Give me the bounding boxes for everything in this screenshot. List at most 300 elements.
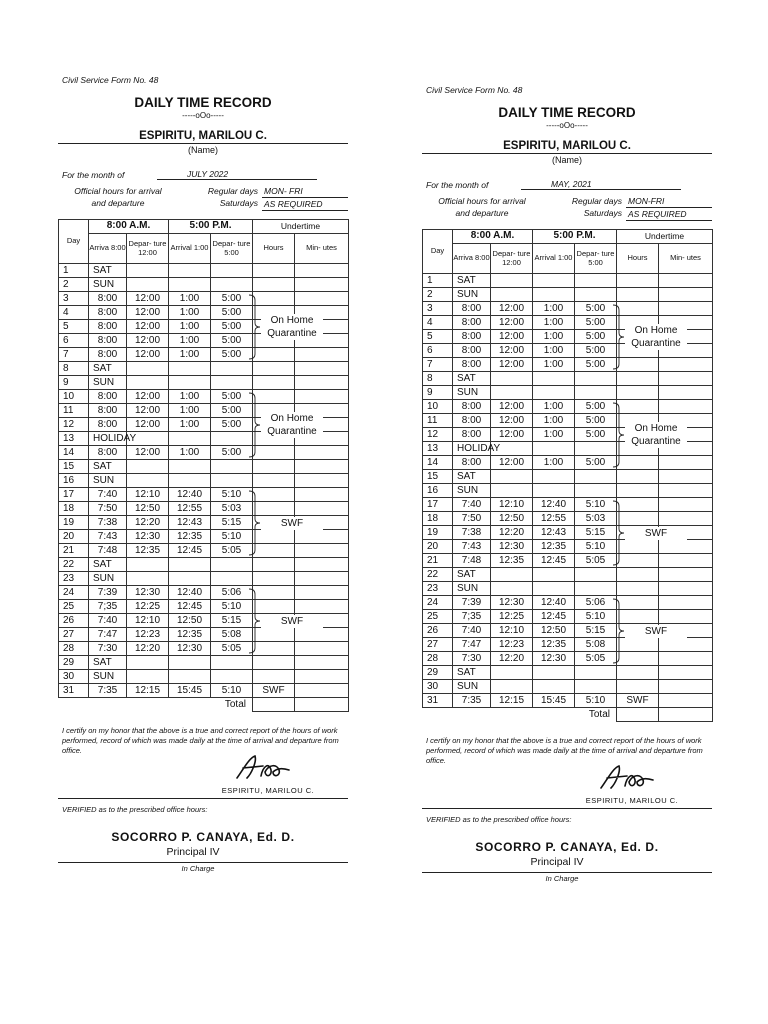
official-hours-label: Official hours for arrival: [438, 196, 526, 206]
time-record-table: [58, 219, 349, 712]
departure-pm-cell: 5:10: [211, 530, 253, 544]
time-record-table: [422, 229, 713, 722]
departure-am-cell: 12:00: [127, 292, 169, 306]
table-row: [59, 404, 349, 418]
form-title: DAILY TIME RECORD: [134, 95, 272, 110]
principal-name: SOCORRO P. CANAYA, Ed. D.: [475, 840, 659, 854]
undertime-minutes-cell: [659, 624, 713, 638]
arrival-pm-cell: 12:40: [169, 488, 211, 502]
undertime-minutes-cell: [659, 372, 713, 386]
undertime-hours-cell: [253, 530, 295, 544]
arrival-pm-cell: 1:00: [533, 400, 575, 414]
departure-pm-cell: 5:00: [211, 292, 253, 306]
month-label: For the month of: [426, 180, 489, 190]
day-number: 14: [59, 446, 89, 460]
undertime-hours-cell: [253, 460, 295, 474]
day-label-cell: SUN: [453, 288, 491, 302]
departure-pm-cell: 5:00: [575, 344, 617, 358]
departure-pm-cell: [211, 362, 253, 376]
arrival-pm-cell: [169, 656, 211, 670]
departure-pm-cell: [211, 460, 253, 474]
pm-header: 5:00 P.M.: [169, 220, 253, 234]
day-number: 14: [423, 456, 453, 470]
departure-am-cell: [127, 278, 169, 292]
month-label: For the month of: [62, 170, 125, 180]
undertime-minutes-cell: [295, 432, 349, 446]
undertime-minutes-cell: [295, 656, 349, 670]
table-row: [423, 358, 713, 372]
arrival-pm-cell: [533, 386, 575, 400]
day-label-cell: SUN: [453, 680, 491, 694]
brace-note-line: SWF: [280, 615, 304, 627]
arrival-am-cell: 8:00: [453, 316, 491, 330]
arrival-am-cell: 7:40: [89, 488, 127, 502]
day-label-cell: SAT: [453, 274, 491, 288]
departure-am-cell: [491, 568, 533, 582]
day-number: 7: [423, 358, 453, 372]
day-number: 23: [59, 572, 89, 586]
arrival-am-cell: 7;35: [453, 610, 491, 624]
saturdays-value: AS REQUIRED: [626, 208, 712, 221]
table-row: [423, 512, 713, 526]
table-row: [59, 488, 349, 502]
arrival-am-cell: 7:48: [453, 554, 491, 568]
brace-note-line: On Home: [270, 315, 314, 326]
departure-pm-cell: 5:15: [211, 614, 253, 628]
departure-pm-cell: [211, 670, 253, 684]
undertime-hours-cell: [253, 432, 295, 446]
departure-pm-cell: [211, 264, 253, 278]
arrival-pm-cell: 1:00: [533, 316, 575, 330]
undertime-minutes-cell: [295, 530, 349, 544]
arrival-pm-cell: 1:00: [169, 418, 211, 432]
day-label-cell: SAT: [89, 264, 127, 278]
undertime-minutes-cell: [659, 568, 713, 582]
table-row: [59, 474, 349, 488]
day-number: 5: [59, 320, 89, 334]
day-label-cell: SAT: [453, 568, 491, 582]
departure-pm-cell: [575, 582, 617, 596]
arrival-pm-cell: 1:00: [533, 344, 575, 358]
day-number: 13: [59, 432, 89, 446]
total-row: [423, 708, 713, 722]
undertime-minutes-cell: [295, 376, 349, 390]
arrival-am-cell: 7:47: [89, 628, 127, 642]
departure-am-cell: [127, 558, 169, 572]
departure-pm-cell: 5:08: [575, 638, 617, 652]
undertime-minutes-cell: [659, 484, 713, 498]
day-column-header: Day: [59, 220, 89, 264]
name-caption: (Name): [551, 155, 582, 165]
regular-days-value: MON- FRI: [262, 185, 348, 198]
arrival-am-cell: 7:39: [89, 586, 127, 600]
departure-pm-cell: 5:10: [211, 684, 253, 698]
dtr-form-july-2022: [58, 75, 348, 873]
day-number: 22: [423, 568, 453, 582]
departure-am-cell: 12:30: [127, 586, 169, 600]
arrival-pm-cell: 1:00: [169, 446, 211, 460]
day-number: 15: [59, 460, 89, 474]
table-row: [59, 684, 349, 698]
arrival-am-cell: 8:00: [89, 306, 127, 320]
day-number: 30: [59, 670, 89, 684]
arrival-pm-cell: 12:55: [169, 502, 211, 516]
day-label-cell: SUN: [89, 670, 127, 684]
day-number: 15: [423, 470, 453, 484]
undertime-minutes-cell: [659, 680, 713, 694]
undertime-hours-cell: [253, 572, 295, 586]
day-label-cell: SUN: [89, 278, 127, 292]
signatory-name: ESPIRITU, MARILOU C.: [221, 786, 315, 795]
undertime-minutes-cell: [295, 670, 349, 684]
departure-am-cell: 12:15: [127, 684, 169, 698]
arrival-pm-cell: [533, 484, 575, 498]
departure-pm-cell: 5:00: [575, 316, 617, 330]
arrival-pm-cell: [533, 582, 575, 596]
undertime-minutes-cell: [295, 362, 349, 376]
month-row: [58, 169, 348, 180]
day-number: 7: [59, 348, 89, 362]
departure-pm-header: Depar- ture 5:00: [575, 244, 617, 274]
table-row: [423, 694, 713, 708]
table-row: [423, 498, 713, 512]
undertime-minutes-cell: [659, 512, 713, 526]
total-hours-cell: [617, 708, 659, 722]
dtr-form-may-2021: [422, 85, 712, 883]
arrival-pm-cell: 12:50: [169, 614, 211, 628]
day-number: 24: [423, 596, 453, 610]
arrival-pm-cell: 1:00: [533, 358, 575, 372]
departure-am-cell: 12:10: [491, 624, 533, 638]
departure-am-cell: 12:30: [491, 596, 533, 610]
arrival-pm-cell: 12:30: [169, 642, 211, 656]
arrival-pm-cell: 12:43: [169, 516, 211, 530]
in-charge-label: In Charge: [545, 874, 579, 883]
arrival-pm-cell: 1:00: [533, 302, 575, 316]
departure-am-cell: [127, 376, 169, 390]
day-number: 13: [423, 442, 453, 456]
table-row: [423, 372, 713, 386]
arrival-pm-cell: 1:00: [169, 306, 211, 320]
undertime-hours-cell: [617, 498, 668, 539]
arrival-am-cell: 7:38: [453, 526, 491, 540]
arrival-am-cell: 8:00: [453, 330, 491, 344]
day-number: 19: [59, 516, 89, 530]
day-label-cell: SAT: [453, 372, 491, 386]
arrival-pm-cell: [533, 680, 575, 694]
undertime-minutes-cell: [659, 596, 713, 610]
departure-am-cell: 12:20: [491, 526, 533, 540]
day-number: 11: [59, 404, 89, 418]
total-empty-cell: [169, 698, 211, 712]
table-row: [59, 432, 349, 446]
saturdays-value: AS REQUIRED: [262, 198, 348, 211]
table-row: [59, 544, 349, 558]
undertime-hours-cell: [253, 670, 295, 684]
day-number: 16: [59, 474, 89, 488]
departure-pm-cell: [211, 376, 253, 390]
table-row: [59, 390, 349, 404]
arrival-am-cell: 7:35: [453, 694, 491, 708]
official-hours-block: [58, 185, 348, 211]
undertime-hours-cell: [617, 344, 659, 358]
day-number: 3: [59, 292, 89, 306]
departure-pm-cell: 5:00: [211, 320, 253, 334]
departure-am-cell: 12:23: [127, 628, 169, 642]
undertime-hours-cell: [617, 428, 659, 442]
day-label-cell: SAT: [89, 362, 127, 376]
undertime-minutes-cell: [659, 456, 713, 470]
day-number: 2: [59, 278, 89, 292]
departure-pm-cell: 5:15: [211, 516, 253, 530]
day-label-cell: HOLIDAY: [89, 432, 127, 446]
undertime-minutes-cell: [659, 414, 713, 428]
table-row: [423, 582, 713, 596]
arrival-pm-cell: [533, 442, 575, 456]
certification-text: I certify on my honor that the above is a true and correct report of the hours of work performed, record of which was made daily at the time of arrival and departure from office.: [426, 736, 703, 765]
arrival-pm-cell: 12:35: [169, 628, 211, 642]
undertime-minutes-cell: [659, 540, 713, 554]
undertime-minutes-cell: [295, 614, 349, 628]
table-row: [423, 526, 713, 540]
principal-title: Principal IV: [530, 856, 584, 868]
regular-days-label: Regular days: [207, 186, 258, 196]
table-row: [59, 460, 349, 474]
undertime-minutes-cell: [659, 694, 713, 708]
total-empty-cell: [533, 708, 575, 722]
departure-pm-cell: 5:10: [211, 600, 253, 614]
departure-am-cell: 12:50: [491, 512, 533, 526]
undertime-hours-cell: [617, 554, 659, 568]
departure-am-cell: 12:00: [127, 404, 169, 418]
in-charge-label: In Charge: [181, 864, 215, 873]
departure-pm-cell: 5:00: [211, 334, 253, 348]
arrival-pm-cell: 1:00: [169, 404, 211, 418]
total-empty-cell: [453, 708, 491, 722]
signature-block: [422, 766, 712, 796]
arrival-pm-cell: 12:35: [533, 638, 575, 652]
departure-pm-cell: [575, 484, 617, 498]
arrival-pm-cell: [169, 362, 211, 376]
table-row: [59, 446, 349, 460]
undertime-hours-cell: [253, 418, 295, 432]
undertime-header: Undertime: [253, 220, 349, 234]
arrival-pm-header: Arrival 1:00: [533, 244, 575, 274]
undertime-minutes-cell: [659, 526, 713, 540]
departure-pm-cell: [575, 442, 617, 456]
departure-pm-cell: 5:05: [211, 642, 253, 656]
undertime-hours-cell: [253, 362, 295, 376]
arrival-pm-cell: 12:43: [533, 526, 575, 540]
departure-am-cell: 12:00: [491, 428, 533, 442]
undertime-hours-cell: SWF: [253, 684, 295, 698]
day-number: 21: [59, 544, 89, 558]
arrival-pm-cell: 1:00: [169, 334, 211, 348]
day-number: 1: [423, 274, 453, 288]
table-row: [423, 274, 713, 288]
am-header: 8:00 A.M.: [89, 220, 169, 234]
departure-pm-cell: [211, 474, 253, 488]
table-row: [59, 418, 349, 432]
departure-pm-cell: 5:03: [575, 512, 617, 526]
arrival-pm-cell: 12:55: [533, 512, 575, 526]
verified-label: VERIFIED as to the prescribed office hours:: [426, 815, 572, 824]
undertime-minutes-cell: [295, 502, 349, 516]
table-row: [423, 386, 713, 400]
undertime-minutes-cell: [295, 404, 349, 418]
undertime-hours-cell: [253, 390, 317, 437]
total-label: Total: [588, 709, 610, 721]
day-number: 18: [423, 512, 453, 526]
undertime-hours-cell: [253, 600, 295, 614]
brace-note-line: On Home: [634, 423, 678, 434]
undertime-hours-cell: [617, 526, 659, 540]
day-number: 1: [59, 264, 89, 278]
arrival-pm-cell: [169, 572, 211, 586]
departure-pm-cell: 5:00: [211, 446, 253, 460]
brace-note-line: On Home: [270, 413, 314, 424]
table-row: [59, 586, 349, 600]
table-row: [423, 470, 713, 484]
arrival-am-cell: 7:35: [89, 684, 127, 698]
day-number: 10: [59, 390, 89, 404]
undertime-minutes-cell: [295, 628, 349, 642]
arrival-pm-cell: [169, 670, 211, 684]
total-empty-cell: [89, 698, 127, 712]
table-row: [423, 652, 713, 666]
table-row: [59, 264, 349, 278]
undertime-minutes-cell: [295, 348, 349, 362]
table-row: [423, 484, 713, 498]
departure-am-cell: [127, 362, 169, 376]
total-minutes-cell: [659, 708, 713, 722]
total-row: [59, 698, 349, 712]
undertime-hours-cell: [617, 386, 659, 400]
day-number: 29: [59, 656, 89, 670]
departure-pm-cell: 5:00: [575, 400, 617, 414]
table-row: [59, 362, 349, 376]
day-label-cell: SAT: [89, 558, 127, 572]
undertime-hours-cell: [253, 376, 295, 390]
day-number: 12: [59, 418, 89, 432]
table-row: [423, 540, 713, 554]
undertime-hours-cell: [617, 456, 659, 470]
undertime-hours-cell: [253, 320, 295, 334]
undertime-hours-cell: [617, 470, 659, 484]
undertime-minutes-cell: [659, 554, 713, 568]
departure-am-header: Depar- ture 12:00: [127, 234, 169, 264]
departure-pm-cell: [211, 432, 253, 446]
undertime-hours-cell: [617, 358, 659, 372]
arrival-pm-cell: [169, 460, 211, 474]
departure-pm-header: Depar- ture 5:00: [211, 234, 253, 264]
regular-days-label: Regular days: [571, 196, 622, 206]
arrival-am-cell: 7:30: [453, 652, 491, 666]
day-number: 28: [423, 652, 453, 666]
pm-header: 5:00 P.M.: [533, 230, 617, 244]
day-number: 12: [423, 428, 453, 442]
undertime-hours-cell: [617, 624, 659, 638]
total-minutes-cell: [295, 698, 349, 712]
undertime-minutes-cell: [295, 292, 349, 306]
departure-am-header: Depar- ture 12:00: [491, 244, 533, 274]
undertime-hours-cell: [253, 488, 304, 529]
day-number: 20: [59, 530, 89, 544]
table-row: [423, 288, 713, 302]
arrival-pm-cell: 12:35: [169, 530, 211, 544]
undertime-hours-cell: [253, 446, 295, 460]
departure-am-cell: 12:10: [127, 614, 169, 628]
arrival-pm-cell: [533, 274, 575, 288]
undertime-minutes-cell: [295, 320, 349, 334]
arrival-pm-cell: [533, 372, 575, 386]
table-row: [59, 348, 349, 362]
table-row: [59, 670, 349, 684]
signature-divider: [58, 798, 348, 799]
arrival-pm-cell: [169, 432, 211, 446]
undertime-minutes-cell: [659, 316, 713, 330]
undertime-hours-cell: [253, 642, 295, 656]
day-number: 3: [423, 302, 453, 316]
departure-pm-cell: 5:06: [211, 586, 253, 600]
departure-am-cell: [491, 288, 533, 302]
departure-am-cell: 12:00: [491, 330, 533, 344]
departure-pm-cell: 5:10: [575, 498, 617, 512]
total-empty-cell: [59, 698, 89, 712]
departure-pm-cell: [575, 470, 617, 484]
departure-pm-cell: 5:03: [211, 502, 253, 516]
table-row: [423, 568, 713, 582]
arrival-am-cell: 7:50: [89, 502, 127, 516]
undertime-hours-cell: [617, 400, 681, 447]
undertime-minutes-cell: [295, 544, 349, 558]
departure-am-cell: 12:00: [491, 344, 533, 358]
table-row: [423, 414, 713, 428]
arrival-pm-cell: 1:00: [533, 330, 575, 344]
table-row: [423, 442, 713, 456]
arrival-am-cell: 8:00: [89, 418, 127, 432]
brace-note-line: SWF: [644, 625, 668, 637]
day-number: 22: [59, 558, 89, 572]
undertime-hours-cell: [253, 264, 295, 278]
undertime-hours-cell: [253, 586, 304, 627]
departure-pm-cell: 5:00: [575, 358, 617, 372]
day-label-cell: SUN: [89, 572, 127, 586]
brace-note-line: Quarantine: [267, 426, 317, 437]
table-row: [423, 666, 713, 680]
undertime-hours-cell: [253, 544, 295, 558]
departure-pm-cell: 5:15: [575, 624, 617, 638]
table-row: [423, 428, 713, 442]
arrival-am-cell: 7:40: [453, 498, 491, 512]
arrival-pm-cell: 12:45: [533, 610, 575, 624]
table-row: [59, 572, 349, 586]
departure-pm-cell: [211, 278, 253, 292]
departure-pm-cell: 5:00: [575, 330, 617, 344]
departure-am-cell: 12:35: [127, 544, 169, 558]
departure-pm-cell: 5:05: [575, 652, 617, 666]
departure-am-cell: [491, 484, 533, 498]
certification-text: I certify on my honor that the above is a true and correct report of the hours of work performed, record of which was made daily at the time of arrival and departure from office.: [62, 726, 339, 755]
day-number: 25: [423, 610, 453, 624]
undertime-minutes-cell: [659, 400, 713, 414]
departure-pm-cell: 5:06: [575, 596, 617, 610]
departure-pm-cell: [575, 386, 617, 400]
day-label-cell: SUN: [453, 484, 491, 498]
arrival-pm-cell: 1:00: [169, 292, 211, 306]
signature-block: [58, 756, 348, 786]
table-row: [423, 638, 713, 652]
